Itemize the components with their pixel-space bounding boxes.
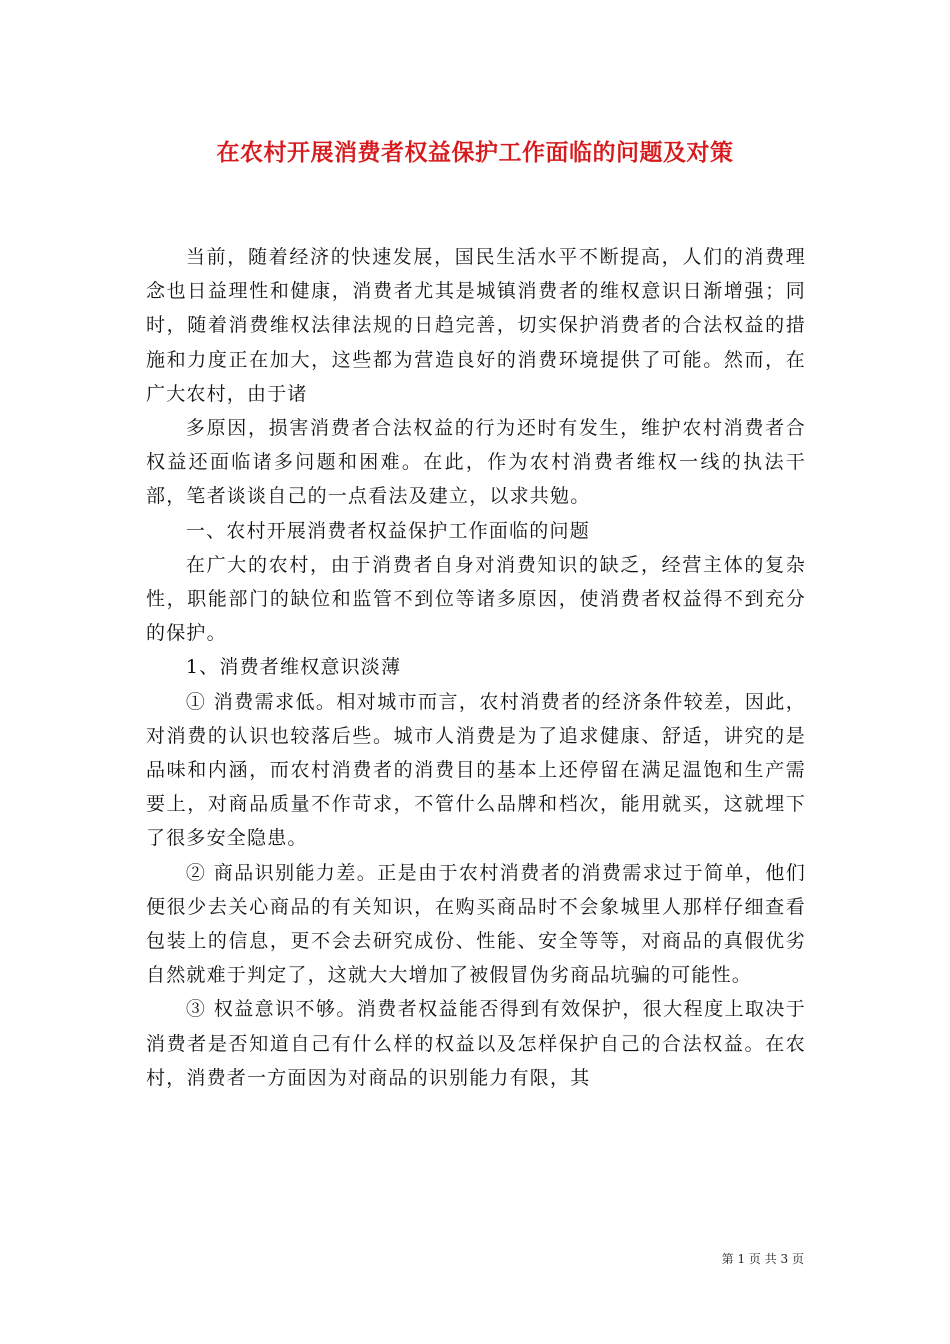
paragraph: 在广大的农村，由于消费者自身对消费知识的缺乏，经营主体的复杂性，职能部门的缺位和监管不到位等诸多原因，使消费者权益得不到充分的保护。 [146, 553, 806, 645]
page-title: 在农村开展消费者权益保护工作面临的问题及对策 [216, 139, 734, 166]
paragraph: 当前，随着经济的快速发展，国民生活水平不断提高，人们的消费理念也日益理性和健康，消费者尤其是城镇消费者的维权意识日渐增强；同时，随着消费维权法律法规的日趋完善，切实保护消费者的合法权益的措施和力度正在加大，这些都为营造良好的消费环境提供了可能。然而，在广大农村，由于诸 [146, 246, 806, 405]
page-number: 第 1 页 共 3 页 [721, 1252, 804, 1266]
subsection-heading: 1、消费者维权意识淡薄 [185, 656, 402, 679]
paragraph: 多原因，损害消费者合法权益的行为还时有发生，维护农村消费者合权益还面临诸多问题和困难。在此，作为农村消费者维权一线的执法干部，笔者谈谈自己的一点看法及建立，以求共勉。 [146, 417, 806, 508]
document-body [146, 240, 806, 1095]
paragraph: ② 商品识别能力差。正是由于农村消费者的消费需求过于简单，他们便很少去关心商品的有关知识，在购买商品时不会象城里人那样仔细查看包装上的信息，更不会去研究成份、性能、安全等等，对商品的真假优劣自然就难于判定了，这就大大增加了被假冒伪劣商品坑骗的可能性。 [146, 861, 806, 987]
section-heading: 一、农村开展消费者权益保护工作面临的问题 [185, 519, 590, 542]
paragraph: ③ 权益意识不够。消费者权益能否得到有效保护，很大程度上取决于消费者是否知道自己有什么样的权益以及怎样保护自己的合法权益。在农村，消费者一方面因为对商品的识别能力有限，其 [146, 998, 806, 1089]
paragraph: ① 消费需求低。相对城市而言，农村消费者的经济条件较差，因此，对消费的认识也较落后些。城市人消费是为了追求健康、舒适，讲究的是品味和内涵，而农村消费者的消费目的基本上还停留在满足温饱和生产需要上，对商品质量不作苛求，不管什么品牌和档次，能用就买，这就埋下了很多安全隐患。 [146, 690, 806, 850]
